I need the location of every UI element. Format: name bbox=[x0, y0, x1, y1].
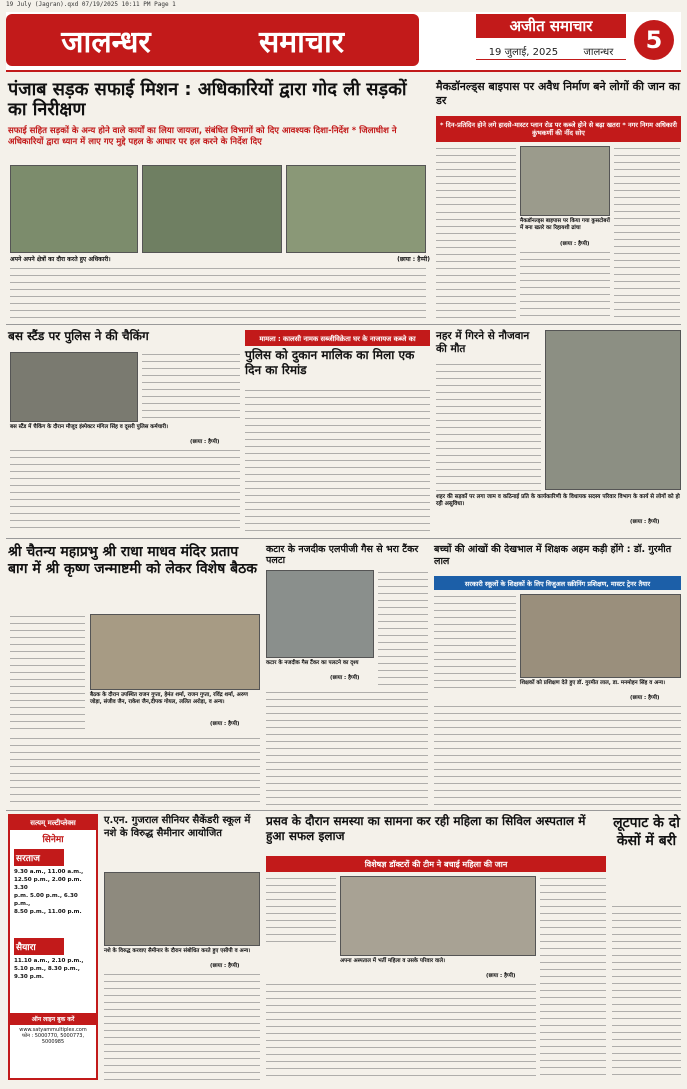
story2-body-col2 bbox=[436, 210, 516, 320]
story9-caption: नशे के विरुद्ध करवाए सैमीनार के दौरान संबोधित करते हुए एसीपी व अन्य। bbox=[104, 948, 251, 954]
story8-headline: बच्चों की आंखों की देखभाल में शिक्षक अहम कड़ी होंगे : डॉ. गुरमीत लाल bbox=[434, 544, 672, 567]
masthead-section-title: समाचार bbox=[184, 14, 419, 66]
movie-1-show-line: 12.50 p.m., 2.00 p.m. 3.30 bbox=[14, 877, 82, 891]
story5-photo bbox=[545, 330, 681, 490]
cinema-ad-subtitle: सिनेमा bbox=[42, 835, 64, 845]
story11-headline: लूटपाट के दो केसों में बरी bbox=[613, 815, 680, 849]
movie-1-show-line: 8.50 p.m., 11.00 p.m. bbox=[14, 909, 82, 915]
story7-body bbox=[378, 570, 428, 690]
story7-headline: कटार के नजदीक एलपीजी गैस से भरा टैंकर पलटा bbox=[266, 544, 419, 566]
divider-row1 bbox=[6, 324, 681, 325]
cinema-phone-2: 5000985 bbox=[41, 1039, 65, 1045]
cinema-ad bbox=[8, 814, 98, 1080]
story10-body-2 bbox=[540, 876, 606, 1076]
story2-body-col1 bbox=[436, 146, 516, 206]
story9-headline: ए.एन. गुजराल सीनियर सैकेंडरी स्कूल में नशे के विरुद्ध सैमीनार आयोजित bbox=[104, 815, 251, 839]
story8-caption: शिक्षकों को प्रशिक्षण देते हुए डॉ. गुरमीत लाल, डा. मनमोहन सिंह व अन्य। bbox=[520, 680, 665, 686]
story7-body-2 bbox=[266, 690, 428, 806]
story2-body-col3 bbox=[520, 250, 610, 320]
story2-credit: (छाया : हैप्पी) bbox=[560, 241, 590, 247]
newspaper-name: अजीत समाचार bbox=[476, 14, 626, 38]
masthead bbox=[6, 12, 681, 72]
story2-caption: मैकडॉनल्ड्स बाइपास पर किया गया कुसटोबरों में बना खतरे का रिहायशी ढांचा bbox=[520, 218, 610, 231]
movie-1-title: सरताज bbox=[14, 849, 64, 866]
story7-photo bbox=[266, 570, 374, 658]
story1-photo-3 bbox=[286, 165, 426, 253]
movie-1-showtimes bbox=[10, 866, 96, 918]
story5-credit: (छाया : हैप्पी) bbox=[630, 519, 660, 525]
story10-headline: प्रसव के दौरान समस्या का सामना कर रही महिला का सिविल अस्पताल में हुआ सफल इलाज bbox=[266, 814, 586, 843]
movie-2-show-line: 11.10 a.m., 2.10 p.m., bbox=[14, 958, 84, 964]
story11-body bbox=[612, 904, 681, 1080]
story3-photo bbox=[10, 352, 138, 422]
story2-strap: * दिन-प्रतिदिन होने लगे हादसे-मास्टर प्लान रोड पर कब्जे होने से बढ़ा खतरा * नगर निगम अधिकारी कुंभकर्णी की नींद सोए bbox=[436, 116, 681, 142]
story3-body bbox=[142, 352, 240, 422]
masthead-city-title: जालन्धर bbox=[6, 14, 206, 66]
story2-headline: मैकडॉनल्ड्स बाइपास पर अवैध निर्माण बने लोगों की जान का डर bbox=[436, 80, 681, 107]
story6-caption: बैठक के दौरान उपस्थित राजन गुप्ता, हेमंत शर्मा, राजन गुप्ता, रविंद्र शर्मा, अरुण जोड़ा, संजीव जैन, राकेश जैन,दीपक गोयल, ललित अरोड़ा, व अन्य। bbox=[90, 692, 248, 705]
divider-row2 bbox=[6, 538, 681, 539]
story1-photo-2 bbox=[142, 165, 282, 253]
story8-body-2 bbox=[434, 704, 681, 806]
story1-headline: पंजाब सड़क सफाई मिशन : अधिकारियों द्वारा गोद ली सड़कों का निरीक्षण bbox=[8, 79, 407, 120]
story3-credit: (छाया : हैप्पी) bbox=[190, 439, 220, 445]
story8-body bbox=[434, 594, 516, 694]
cinema-website: www.satyammultiplex.com bbox=[19, 1027, 87, 1033]
story6-photo bbox=[90, 614, 260, 690]
movie-2-title: सैयारा bbox=[14, 938, 64, 955]
movie-1-show-line: 9.30 a.m., 11.00 a.m., bbox=[14, 869, 84, 875]
story4-headline: पुलिस को दुकान मालिक का मिला एक दिन का रिमांड bbox=[245, 348, 415, 377]
story7-caption: कटार के नजदीक गैस टैंकर का पलटने का दृश्य bbox=[266, 660, 359, 666]
divider-row3 bbox=[6, 810, 681, 811]
movie-2-show-line: 5.10 p.m., 8.30 p.m., bbox=[14, 966, 80, 972]
story1-credit: (छाया : हैप्पी) bbox=[397, 256, 430, 263]
cinema-phone: फोन : 5000770, 5000773, bbox=[21, 1033, 85, 1039]
page-number: 5 bbox=[634, 20, 674, 60]
story9-photo bbox=[104, 872, 260, 946]
story10-caption: अपना अस्पताल में भर्ती महिला व उसके परिवार वाले। bbox=[340, 958, 446, 964]
edition-city: जालन्धर bbox=[583, 46, 614, 58]
story5-body bbox=[436, 362, 541, 492]
story5-headline: नहर में गिरने से नौजवान की मौत bbox=[436, 330, 530, 355]
story1-body bbox=[10, 266, 426, 320]
story8-credit: (छाया : हैप्पी) bbox=[630, 695, 660, 701]
story1-subhead: सफाई सहित सड़कों के अन्य होने वाले कार्यों का लिया जायजा, संबंधित विभागों को दिए आवश्यक दिशा-निर्देश * जिलाधीश ने अधिकारियों द्वारा ध्यान में लाए गए मुद्दे पहल के आधार पर हल करने के निर्देश दिए bbox=[8, 126, 397, 147]
story9-body bbox=[104, 972, 260, 1080]
story2-photo bbox=[520, 146, 610, 216]
story6-headline: श्री चैतन्य महाप्रभु श्री राधा माधव मंदिर प्रताप बाग में श्री कृष्ण जन्माष्टमी को लेकर विशेष बैठक bbox=[8, 544, 258, 577]
story6-credit: (छाया : हैप्पी) bbox=[210, 721, 240, 727]
story7-credit: (छाया : हैप्पी) bbox=[330, 675, 360, 681]
story10-strap: विशेषज्ञ डॉक्टरों की टीम ने बचाई महिला की जान bbox=[266, 856, 606, 872]
dateline bbox=[476, 42, 626, 60]
story8-strap: सरकारी स्कूलों के शिक्षकों के लिए विजुअल स्क्रीनिंग प्रशिक्षण, मास्टर ट्रेनर तैयार bbox=[434, 576, 681, 590]
story5-caption: शहर की सड़कों पर लगा जाम व कठिनाई प्रति के कार्यकारिणी के विधायक सदस्य परिवार विभाग के कार्य से लोगों को हो रही असुविधा। bbox=[436, 494, 680, 507]
story3-caption: बस स्टैंड में चैकिंग के दौरान मौजूद इंस्पेक्टर मंगिल सिंह व दूसरी पुलिस कर्मचारी। bbox=[10, 424, 169, 430]
movie-2-show-line: 9.30 p.m. bbox=[14, 974, 44, 980]
print-slug: 19 July (Jagran).qxd 07/19/2025 10:11 PM Page 1 bbox=[6, 1, 176, 8]
story3-headline: बस स्टैंड पर पुलिस ने की चैकिंग bbox=[8, 329, 149, 343]
online-booking-label: ऑन लाइन बुक करें bbox=[10, 1013, 96, 1025]
story6-body bbox=[10, 614, 85, 734]
story1-photo-1 bbox=[10, 165, 138, 253]
movie-2-showtimes bbox=[10, 955, 96, 983]
story3-body-2 bbox=[10, 448, 240, 534]
story2-body-col4 bbox=[614, 146, 680, 320]
story6-body-2 bbox=[10, 736, 260, 806]
story4-strap: मामला : कालसी नामक सब्जीविक्रेता घर के नाजायज कब्जे का bbox=[245, 330, 430, 346]
story9-credit: (छाया : हैप्पी) bbox=[210, 963, 240, 969]
story1-caption: अपने अपने क्षेत्रों का दौरा करते हुए अधिकारी। bbox=[10, 256, 111, 263]
story8-photo bbox=[520, 594, 681, 678]
issue-date: 19 जुलाई, 2025 bbox=[488, 46, 559, 58]
story10-body bbox=[266, 876, 336, 946]
story10-body-3 bbox=[266, 982, 536, 1080]
story10-credit: (छाया : हैप्पी) bbox=[486, 973, 516, 979]
story4-body bbox=[245, 388, 430, 534]
movie-1-show-line: p.m. 5.00 p.m., 6.30 p.m., bbox=[14, 893, 78, 907]
cinema-ad-title: सत्यम् मल्टीप्लेक्स bbox=[10, 816, 96, 830]
story10-photo bbox=[340, 876, 536, 956]
